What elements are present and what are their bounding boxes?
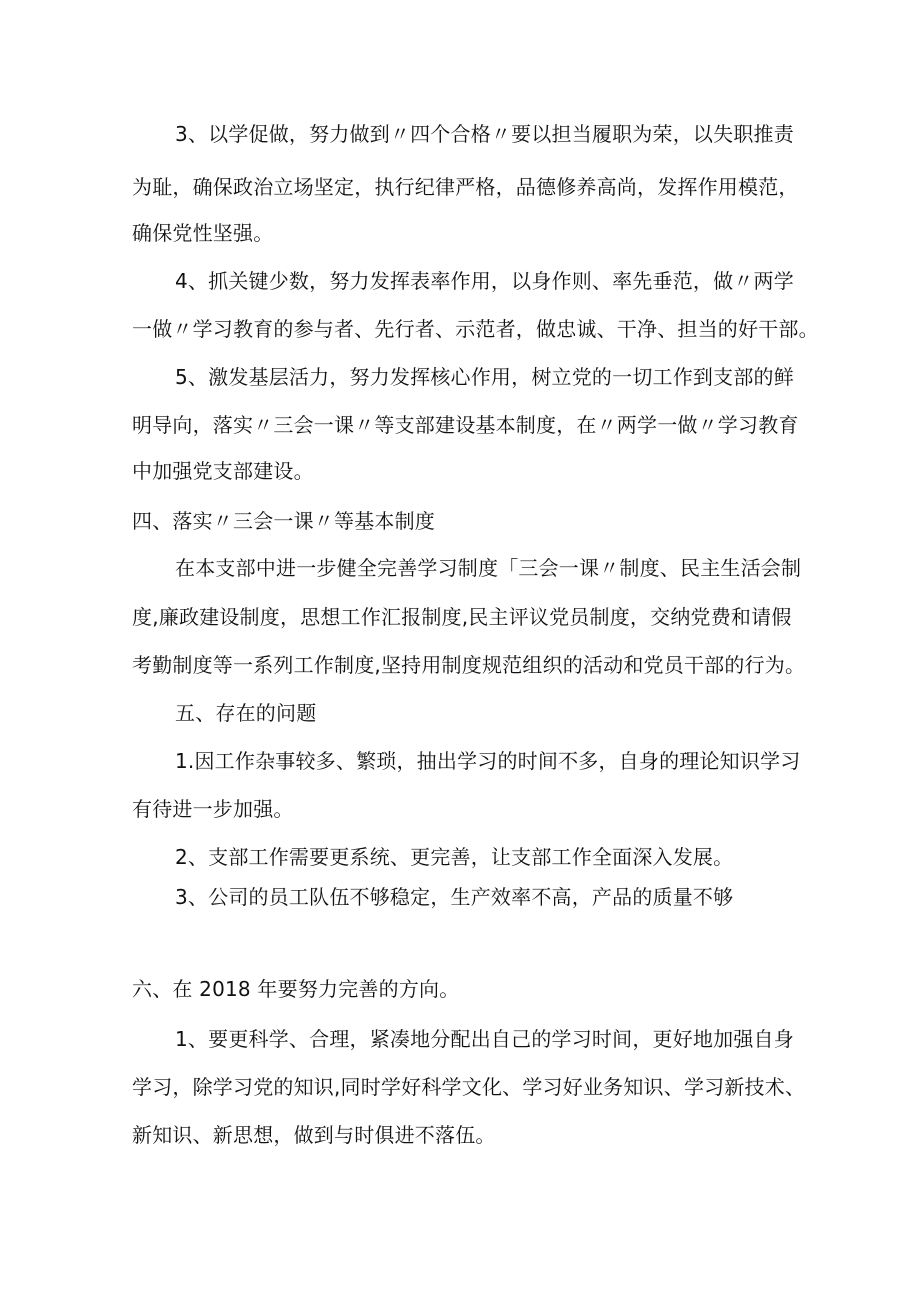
system-paragraph-line-2: 度,廉政建设制度，思想工作汇报制度,民主评议党员制度，交纳党费和请假 — [132, 605, 792, 629]
problem-3: 3、公司的员工队伍不够稳定，生产效率不高，产品的质量不够 — [175, 885, 734, 909]
paragraph-3-line-3: 确保党性坚强。 — [132, 221, 274, 245]
system-paragraph-line-1: 在本支部中进一步健全完善学习制度「三会一课〃制度、民主生活会制 — [175, 556, 802, 580]
paragraph-3-line-1: 3、以学促做，努力做到〃四个合格〃要以担当履职为荣，以失职推责 — [175, 122, 794, 146]
paragraph-4-line-1: 4、抓关键少数，努力发挥表率作用，以身作则、率先垂范，做〃两学 — [175, 269, 794, 293]
direction-1-line-3: 新知识、新思想，做到与时俱进不落伍。 — [132, 1123, 496, 1147]
direction-1-line-1: 1、要更科学、合理，紧凑地分配出自己的学习时间，更好地加强自身 — [175, 1027, 794, 1051]
paragraph-4-line-2: 一做〃学习教育的参与者、先行者、示范者，做忠诚、干净、担当的好干部。 — [132, 317, 819, 341]
problem-2: 2、支部工作需要更系统、更完善，让支部工作全面深入发展。 — [175, 845, 734, 869]
problem-1-line-2: 有待进一步加强。 — [132, 797, 294, 821]
paragraph-5-line-3: 中加强党支部建设。 — [132, 459, 314, 483]
direction-1-line-2: 学习，除学习党的知识,同时学好科学文化、学习好业务知识、学习新技术、 — [132, 1075, 806, 1099]
problem-1-line-1: 1.因工作杂事较多、繁琐，抽出学习的时间不多，自身的理论知识学习 — [175, 749, 801, 773]
paragraph-5-line-2: 明导向，落实〃三会一课〃等支部建设基本制度，在〃两学一做〃学习教育 — [132, 413, 799, 437]
paragraph-3-line-2: 为耻，确保政治立场坚定，执行纪律严格，品德修养高尚，发挥作用模范， — [132, 175, 799, 199]
section-heading-6: 六、在 2018 年要努力完善的方向。 — [132, 977, 460, 1001]
system-paragraph-line-3: 考勤制度等一系列工作制度,坚持用制度规范组织的活动和党员干部的行为。 — [132, 653, 806, 677]
section-heading-4: 四、落实〃三会一课〃等基本制度 — [132, 509, 435, 533]
section-heading-5: 五、存在的问题 — [175, 701, 317, 725]
paragraph-5-line-1: 5、激发基层活力，努力发挥核心作用，树立党的一切工作到支部的鲜 — [175, 365, 794, 389]
